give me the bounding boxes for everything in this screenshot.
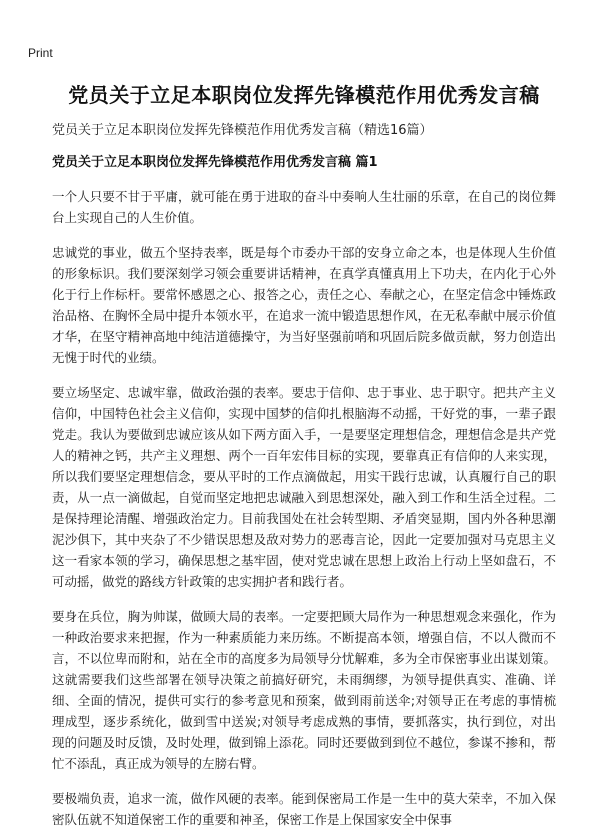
paragraph: 要极端负责，追求一流，做作风硬的表率。能到保密局工作是一生中的莫大荣幸，不加入保密队伍就不知道保密工作的重要和神圣，保密工作是上保国家安全中保事 <box>52 791 556 827</box>
document-subtitle: 党员关于立足本职岗位发挥先锋模范作用优秀发言稿（精选16篇） <box>52 123 433 138</box>
print-link[interactable]: Print <box>28 46 53 60</box>
section-heading: 党员关于立足本职岗位发挥先锋模范作用优秀发言稿 篇1 <box>52 155 378 170</box>
paragraph: 要身在兵位，胸为帅谋，做顾大局的表率。一定要把顾大局作为一种思想观念来强化，作为一种政治要求来把握，作为一种素质能力来历练。不断提高本领，增强自信，不以人微而不言，不以位卑而附和，站在全市的高度多为局领导分忧解难，多为全市保密事业出谋划策。这就需要我们这些部署在领导决策之前搞好研究，未雨绸缪，为领导提供真实、准确、详细、全面的情况，提供可实行的参考意见和预案，做到雨前送伞;对领导正在考虑的事情梳理成型，逐步系统化，做到雪中送炭;对领导考虑成熟的事情，要抓落实，执行到位，对出现的问题及时反馈，及时处理，做到锦上添花。同时还要做到到位不越位，参谋不掺和，帮忙不添乱，真正成为领导的左膀右臂。 <box>52 609 556 771</box>
page-title: 党员关于立足本职岗位发挥先锋模范作用优秀发言稿 <box>68 83 540 107</box>
paragraph: 忠诚党的事业，做五个坚持表率，既是每个市委办干部的安身立命之本，也是体现人生价值的形象标识。我们要深刻学习领会重要讲话精神，在真学真懂真用上下功夫，在内化于心外化于行上作标杆。要常怀感恩之心、报答之心，责任之心、奉献之心，在坚定信念中锤炼政治品格、在胸怀全局中提升本领水平，在追求一流中锻造思想作风，在无私奉献中展示价值才华，在坚守精神高地中纯洁道德操守，为当好坚强前哨和巩固后院多做贡献，努力创造出无愧于时代的业绩。 <box>52 245 556 365</box>
paragraph: 要立场坚定、忠诚牢靠，做政治强的表率。要忠于信仰、忠于事业、忠于职守。把共产主义信仰，中国特色社会主义信仰，实现中国梦的信仰扎根脑海不动摇，干好党的事，一辈子跟党走。我认为要做到忠诚应该从如下两方面入手，一是要坚定理想信念，理想信念是共产党人的精神之钙，共产主义理想、两个一百年宏伟目标的实现，要靠真正有信仰的人来实现，所以我们要坚定理想信念，要从平时的工作点滴做起，用实干践行忠诚，认真履行自己的职责，从一点一滴做起，自觉而坚定地把忠诚融入到思想深处，融入到工作和生活全过程。二是保持理论清醒、增强政治定力。目前我国处在社会转型期、矛盾突显期，国内外各种思潮泥沙俱下，其中夹杂了不少错误思想及敌对势力的恶毒言论，因此一定要加强对马克思主义这一看家本领的学习，确保思想之基牢固，使对党忠诚在思想上政治上行动上坚如盘石，不可动摇，做党的路线方针政策的忠实拥护者和践行者。 <box>52 385 556 589</box>
paragraph: 一个人只要不甘于平庸，就可能在勇于进取的奋斗中奏响人生壮丽的乐章，在自己的岗位舞台上实现自己的人生价值。 <box>52 189 556 225</box>
